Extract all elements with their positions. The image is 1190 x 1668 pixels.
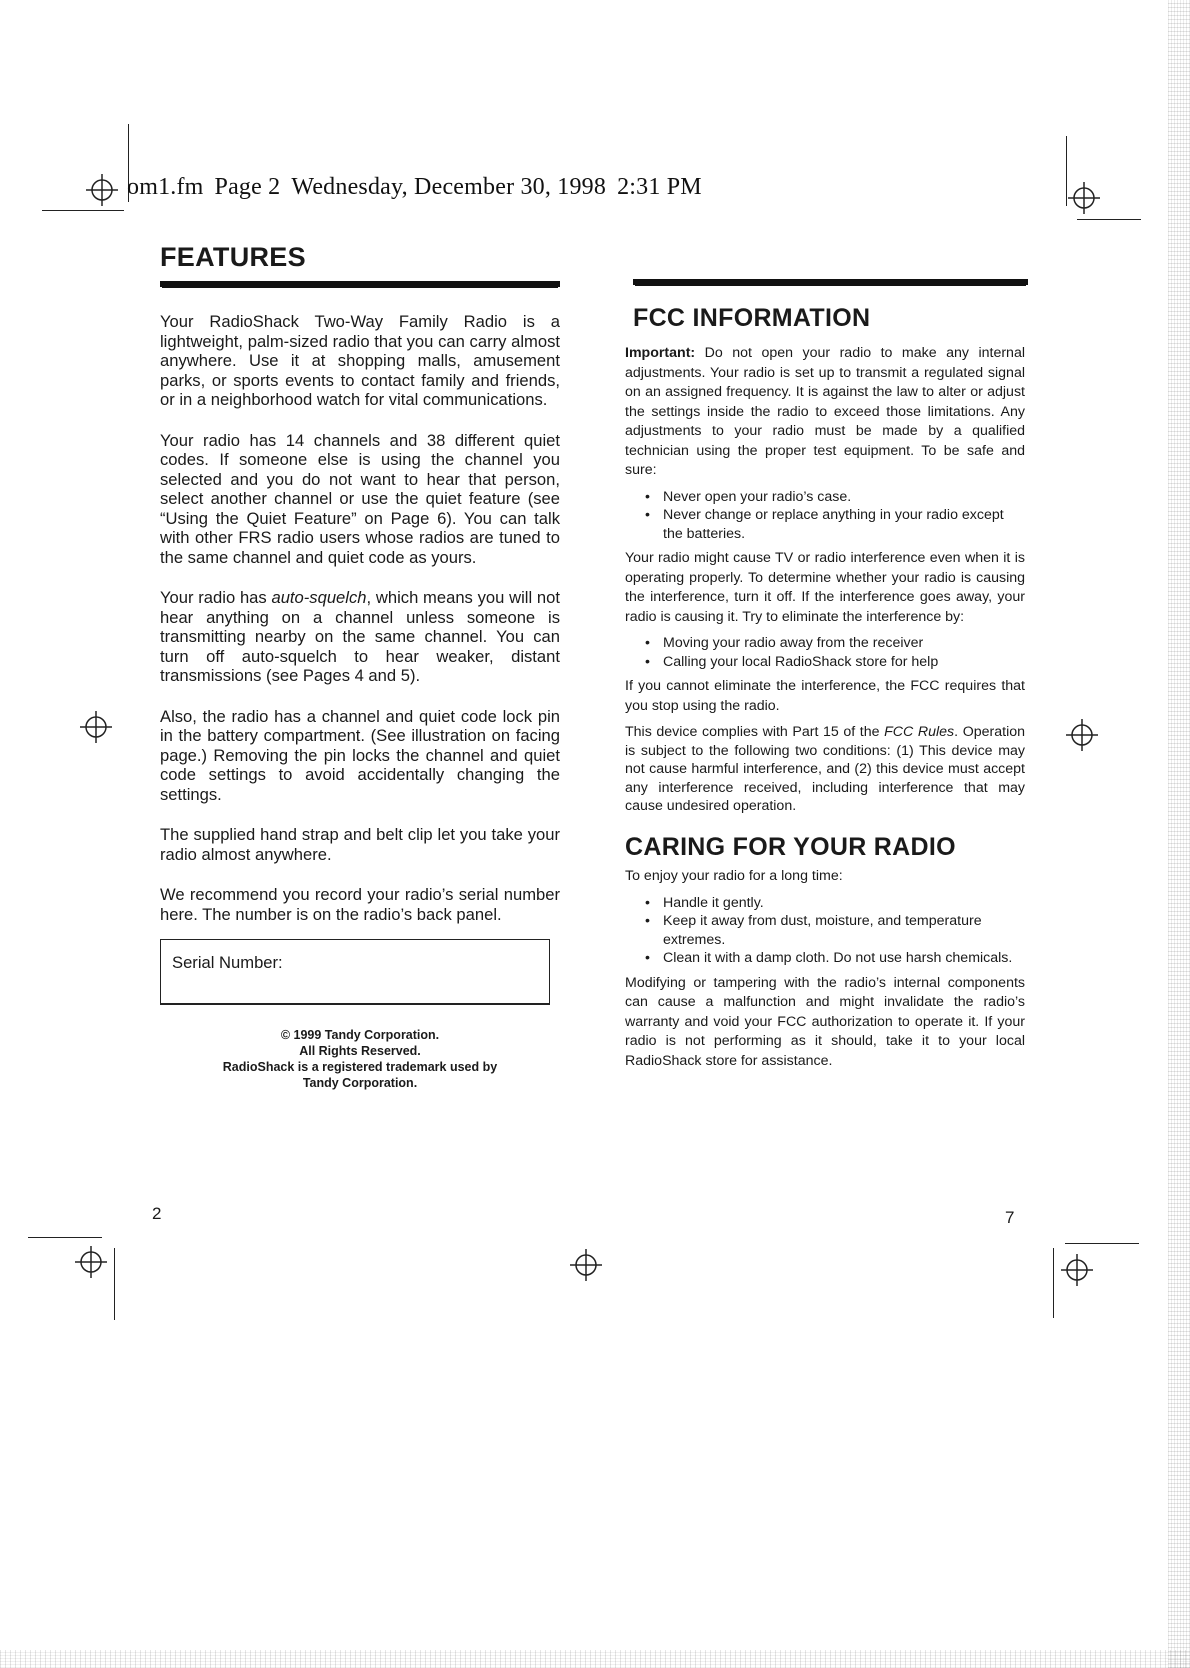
- scan-edge-noise-right: [1168, 0, 1190, 1668]
- bullet-list: [641, 894, 1025, 968]
- copyright-line: RadioShack is a registered trademark used by: [222, 1060, 498, 1074]
- text-run: Your radio has: [160, 588, 272, 607]
- list-item: • Never change or replace anything in your radio except the batteries.: [641, 506, 1025, 543]
- stop-using-paragraph: If you cannot eliminate the interference, the FCC requires that you stop using the radio.: [625, 678, 1025, 714]
- fcc-column: [625, 279, 1025, 1078]
- important-label: Important:: [625, 345, 696, 361]
- list-item: • Calling your local RadioShack store for help: [641, 653, 1025, 672]
- crop-line: [28, 1237, 102, 1238]
- file-date: Wednesday, December 30, 1998: [291, 174, 607, 200]
- title-rule: [160, 281, 560, 287]
- copyright-line: © 1999 Tandy Corporation.: [280, 1028, 440, 1042]
- serial-number-box[interactable]: [160, 939, 550, 1005]
- caring-intro: To enjoy your radio for a long time:: [625, 868, 843, 885]
- list-item: • Clean it with a damp cloth. Do not use harsh chemicals.: [641, 949, 1025, 968]
- important-paragraph: [625, 344, 1025, 481]
- list-item: • Keep it away from dust, moisture, and temperature extremes.: [641, 912, 1025, 949]
- fcc-body: [625, 344, 1025, 1071]
- copyright-line: All Rights Reserved.: [299, 1044, 421, 1058]
- copyright-notice: [160, 1027, 560, 1091]
- features-title: FEATURES: [160, 242, 306, 272]
- file-name: om1.fm: [127, 174, 204, 200]
- file-page: Page 2: [214, 174, 281, 200]
- list-item: • Moving your radio away from the receiver: [641, 634, 1025, 653]
- caring-title: CARING FOR YOUR RADIO: [625, 832, 956, 861]
- text-run: This device complies with Part 15 of the: [625, 724, 885, 740]
- list-item: • Handle it gently.: [641, 894, 1025, 913]
- registration-mark-icon: [78, 709, 114, 745]
- bullet-list: [641, 488, 1025, 544]
- registration-mark-icon: [1059, 1252, 1095, 1288]
- crop-line: [1065, 1243, 1139, 1244]
- bullet-list: [641, 634, 1025, 671]
- crop-line: [114, 1248, 115, 1320]
- file-header: [127, 174, 713, 201]
- page-number-right: 7: [1005, 1208, 1015, 1227]
- text-run: , which means you will not hear anything on a channel unless someone is transmitting nearby on the same channel. You can turn off auto-squelch to hear weaker, distant transmissions (see Pages 4 and 5).: [160, 588, 560, 685]
- features-paragraph: Also, the radio has a channel and quiet code lock pin in the battery compartment. (See illustration on facing page.) Removing the pin locks the channel and quiet code settings to avoid accidentally changing the settings.: [160, 706, 560, 804]
- caring-warning: Modifying or tampering with the radio’s internal components can cause a malfunction and might invalidate the radio’s warranty and void your FCC authorization to operate it. If your radio is not performing as it should, take it to your local RadioShack store for assistance.: [625, 974, 1025, 1069]
- features-paragraph: Your radio has 14 channels and 38 different quiet codes. If someone else is using the channel you selected and you do not want to hear that person, select another channel or use the quiet feature (see “Using the Quiet Feature” on Page 6). You can talk with other FRS radio users whose radios are tuned to the same channel and quiet code as yours.: [160, 430, 560, 567]
- page-number-left: 2: [152, 1204, 162, 1223]
- copyright-line: Tandy Corporation.: [302, 1076, 418, 1090]
- file-time: 2:31 PM: [617, 174, 702, 200]
- fcc-title: FCC INFORMATION: [633, 304, 871, 332]
- part15-paragraph: [625, 723, 1025, 816]
- emphasis-term: auto-squelch: [271, 588, 367, 607]
- list-item: • Never open your radio’s case.: [641, 488, 1025, 507]
- registration-mark-icon: [1064, 717, 1100, 753]
- scan-edge-noise-bottom: [0, 1650, 1190, 1668]
- features-paragraph: Your RadioShack Two-Way Family Radio is a lightweight, palm-sized radio that you can carry almost anywhere. Use it at shopping malls, amusement parks, or sports events to contact family and friends, or in a neighborhood watch for vital communications.: [160, 312, 560, 409]
- registration-mark-icon: [73, 1244, 109, 1280]
- text-run: . Operation is subject to the following two conditions: (1) This device may not cause harmful interference, and (2) this device must accept any interference received, including interference that may cause undesired operation.: [625, 724, 1025, 815]
- features-column: [160, 240, 560, 1091]
- interference-paragraph: Your radio might cause TV or radio interference even when it is operating properly. To determine whether your radio is causing the interference, turn it off. If the interference goes away, your radio is causing it. Try to eliminate the interference by:: [625, 550, 1025, 625]
- features-paragraph: We recommend you record your radio’s serial number here. The number is on the radio’s back panel.: [160, 885, 560, 924]
- text-run: Do not open your radio to make any internal adjustments. Your radio is set up to transmit a regulated signal on an assigned frequency. It is against the law to alter or adjust the settings inside the radio to exceed those limitations. Any adjustments to your radio must be made by a qualified technician using the proper test equipment. To be safe and sure:: [625, 345, 1025, 478]
- registration-mark-icon: [1066, 180, 1102, 216]
- registration-mark-icon: [568, 1247, 604, 1283]
- serial-number-label: Serial Number:: [172, 953, 283, 972]
- crop-line: [1053, 1248, 1054, 1318]
- crop-line: [1077, 219, 1141, 220]
- crop-line: [42, 210, 124, 211]
- features-paragraph: [160, 588, 560, 686]
- title-rule: [633, 279, 1028, 285]
- emphasis-term: FCC Rules: [884, 724, 955, 740]
- features-paragraph: The supplied hand strap and belt clip let you take your radio almost anywhere.: [160, 825, 560, 864]
- registration-mark-icon: [84, 172, 120, 208]
- features-body: [160, 312, 560, 1091]
